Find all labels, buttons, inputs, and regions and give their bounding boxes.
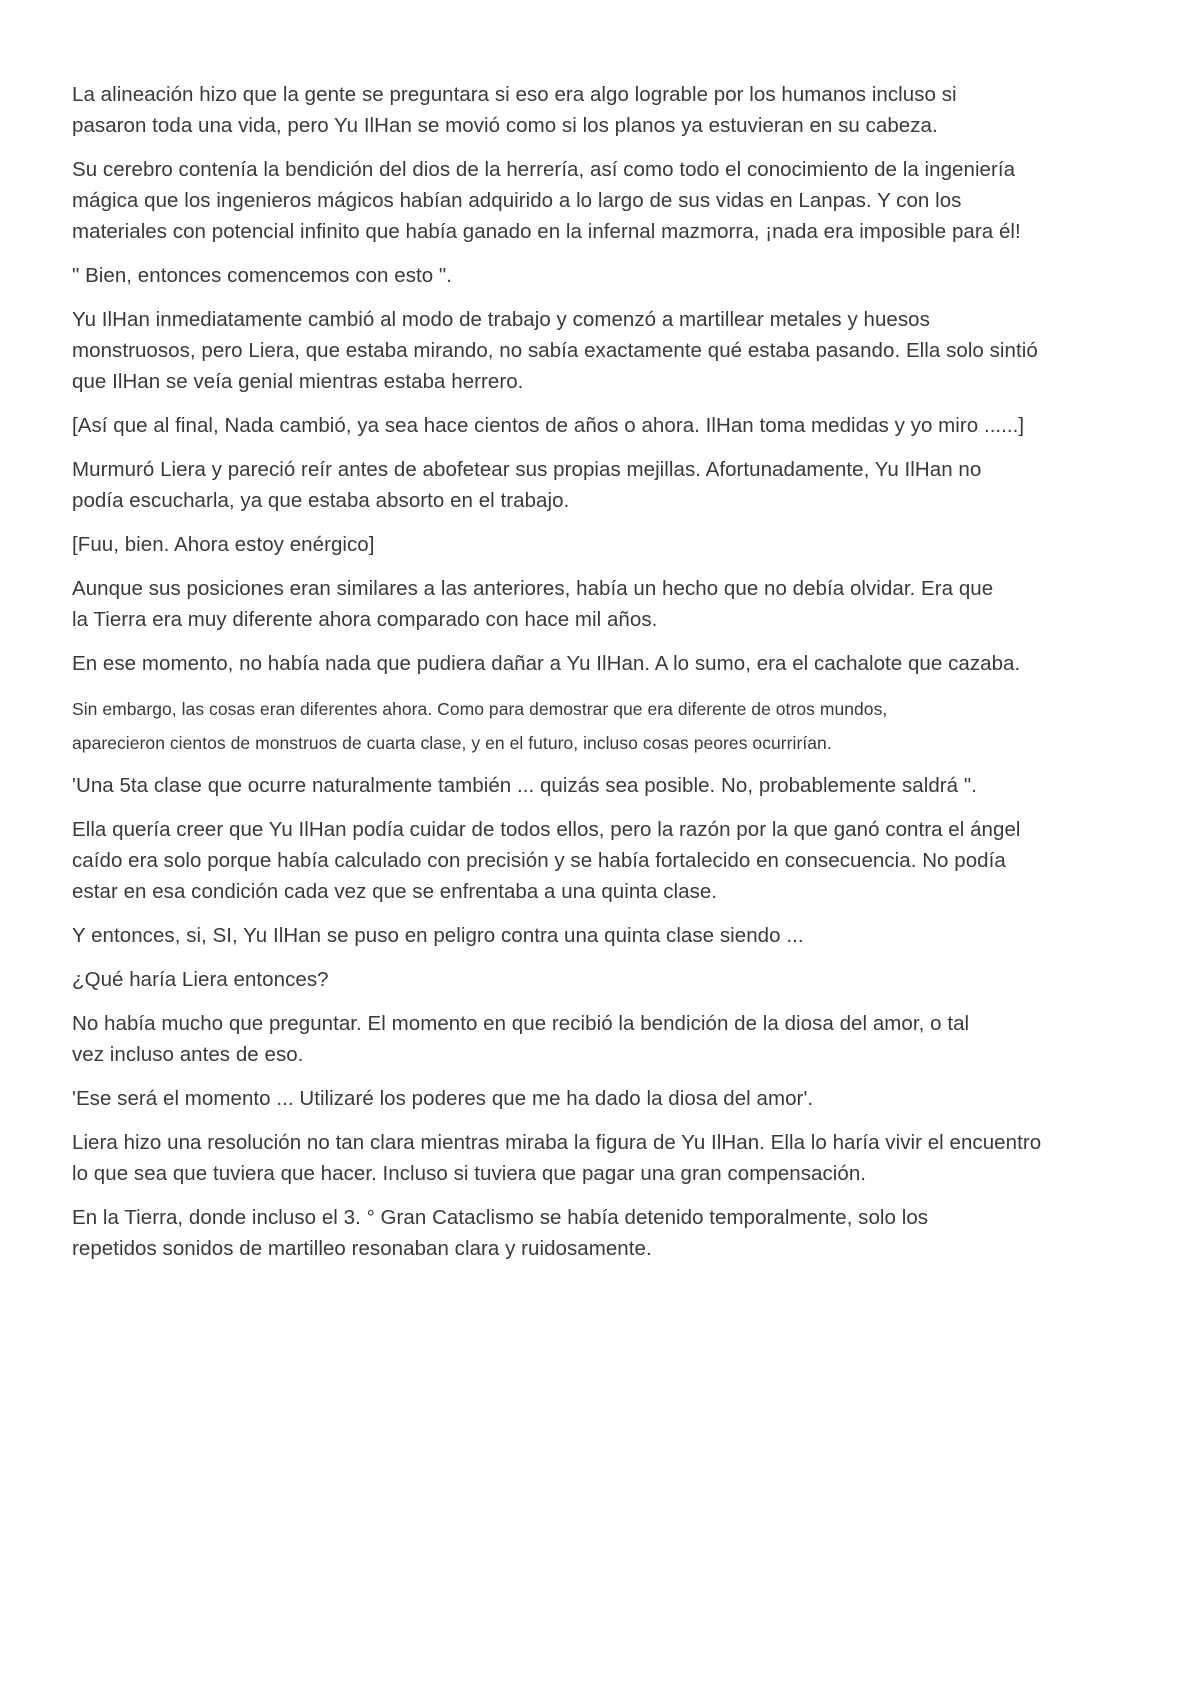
text-line: Sin embargo, las cosas eran diferentes ahora. Como para demostrar que era diferente de otros mundos, bbox=[72, 699, 888, 719]
paragraph bbox=[72, 964, 1118, 995]
text-line: No había mucho que preguntar. El momento en que recibió la bendición de la diosa del amor, o tal bbox=[72, 1012, 970, 1035]
paragraph bbox=[72, 573, 1118, 635]
paragraph bbox=[72, 814, 1118, 907]
text-line: Y entonces, si, SI, Yu IlHan se puso en peligro contra una quinta clase siendo ... bbox=[72, 924, 804, 947]
paragraph bbox=[72, 454, 1118, 516]
text-line: caído era solo porque había calculado con precisión y se había fortalecido en consecuencia. No podía bbox=[72, 849, 1006, 872]
text-line: aparecieron cientos de monstruos de cuarta clase, y en el futuro, incluso cosas peores ocurrirían. bbox=[72, 733, 832, 753]
paragraph bbox=[72, 260, 1118, 291]
text-line: ¿Qué haría Liera entonces? bbox=[72, 968, 329, 991]
text-line: 'Ese será el momento ... Utilizaré los poderes que me ha dado la diosa del amor'. bbox=[72, 1087, 814, 1110]
text-line: En la Tierra, donde incluso el 3. ° Gran Cataclismo se había detenido temporalmente, solo los bbox=[72, 1206, 929, 1229]
paragraph bbox=[72, 529, 1118, 560]
text-line: [Así que al final, Nada cambió, ya sea hace cientos de años o ahora. IlHan toma medidas y yo miro ......] bbox=[72, 414, 1025, 437]
text-line: repetidos sonidos de martilleo resonaban clara y ruidosamente. bbox=[72, 1237, 652, 1260]
paragraph bbox=[72, 410, 1118, 441]
text-line: Aunque sus posiciones eran similares a las anteriores, había un hecho que no debía olvidar. Era que bbox=[72, 577, 994, 600]
text-line: pasaron toda una vida, pero Yu IlHan se movió como si los planos ya estuvieran en su cabeza. bbox=[72, 114, 938, 137]
text-line: En ese momento, no había nada que pudiera dañar a Yu IlHan. A lo sumo, era el cachalote que cazaba. bbox=[72, 652, 1021, 675]
text-line: vez incluso antes de eso. bbox=[72, 1043, 304, 1066]
paragraph bbox=[72, 79, 1118, 141]
text-line: la Tierra era muy diferente ahora comparado con hace mil años. bbox=[72, 608, 658, 631]
text-line: Su cerebro contenía la bendición del dios de la herrería, así como todo el conocimiento de la ingeniería bbox=[72, 158, 1016, 181]
paragraph bbox=[72, 1008, 1118, 1070]
paragraph bbox=[72, 692, 1118, 760]
paragraph bbox=[72, 1083, 1118, 1114]
body-text bbox=[72, 79, 1118, 1264]
paragraph bbox=[72, 920, 1118, 951]
text-line: 'Una 5ta clase que ocurre naturalmente también ... quizás sea posible. No, probablemente saldrá ". bbox=[72, 774, 977, 797]
paragraph bbox=[72, 304, 1118, 397]
paragraph bbox=[72, 1127, 1118, 1189]
text-line: estar en esa condición cada vez que se enfrentaba a una quinta clase. bbox=[72, 880, 718, 903]
paragraph bbox=[72, 154, 1118, 247]
text-line: mágica que los ingenieros mágicos habían adquirido a lo largo de sus vidas en Lanpas. Y con los bbox=[72, 189, 962, 212]
text-line: Murmuró Liera y pareció reír antes de abofetear sus propias mejillas. Afortunadamente, Yu IlHan no bbox=[72, 458, 982, 481]
text-line: " Bien, entonces comencemos con esto ". bbox=[72, 264, 453, 287]
text-line: Yu IlHan inmediatamente cambió al modo de trabajo y comenzó a martillear metales y huesos bbox=[72, 308, 930, 331]
text-line: lo que sea que tuviera que hacer. Incluso si tuviera que pagar una gran compensación. bbox=[72, 1162, 867, 1185]
text-line: [Fuu, bien. Ahora estoy enérgico] bbox=[72, 533, 375, 556]
text-line: podía escucharla, ya que estaba absorto en el trabajo. bbox=[72, 489, 570, 512]
paragraph bbox=[72, 648, 1118, 679]
text-line: que IlHan se veía genial mientras estaba herrero. bbox=[72, 370, 524, 393]
text-line: materiales con potencial infinito que había ganado en la infernal mazmorra, ¡nada era imposible para él! bbox=[72, 220, 1021, 243]
text-line: monstruosos, pero Liera, que estaba mirando, no sabía exactamente qué estaba pasando. Ella solo sintió bbox=[72, 339, 1038, 362]
text-line: La alineación hizo que la gente se preguntara si eso era algo lograble por los humanos incluso si bbox=[72, 83, 957, 106]
paragraph bbox=[72, 770, 1118, 801]
text-line: Liera hizo una resolución no tan clara mientras miraba la figura de Yu IlHan. Ella lo haría vivir el encuentro bbox=[72, 1131, 1042, 1154]
paragraph bbox=[72, 1202, 1118, 1264]
text-line: Ella quería creer que Yu IlHan podía cuidar de todos ellos, pero la razón por la que ganó contra el ángel bbox=[72, 818, 1021, 841]
